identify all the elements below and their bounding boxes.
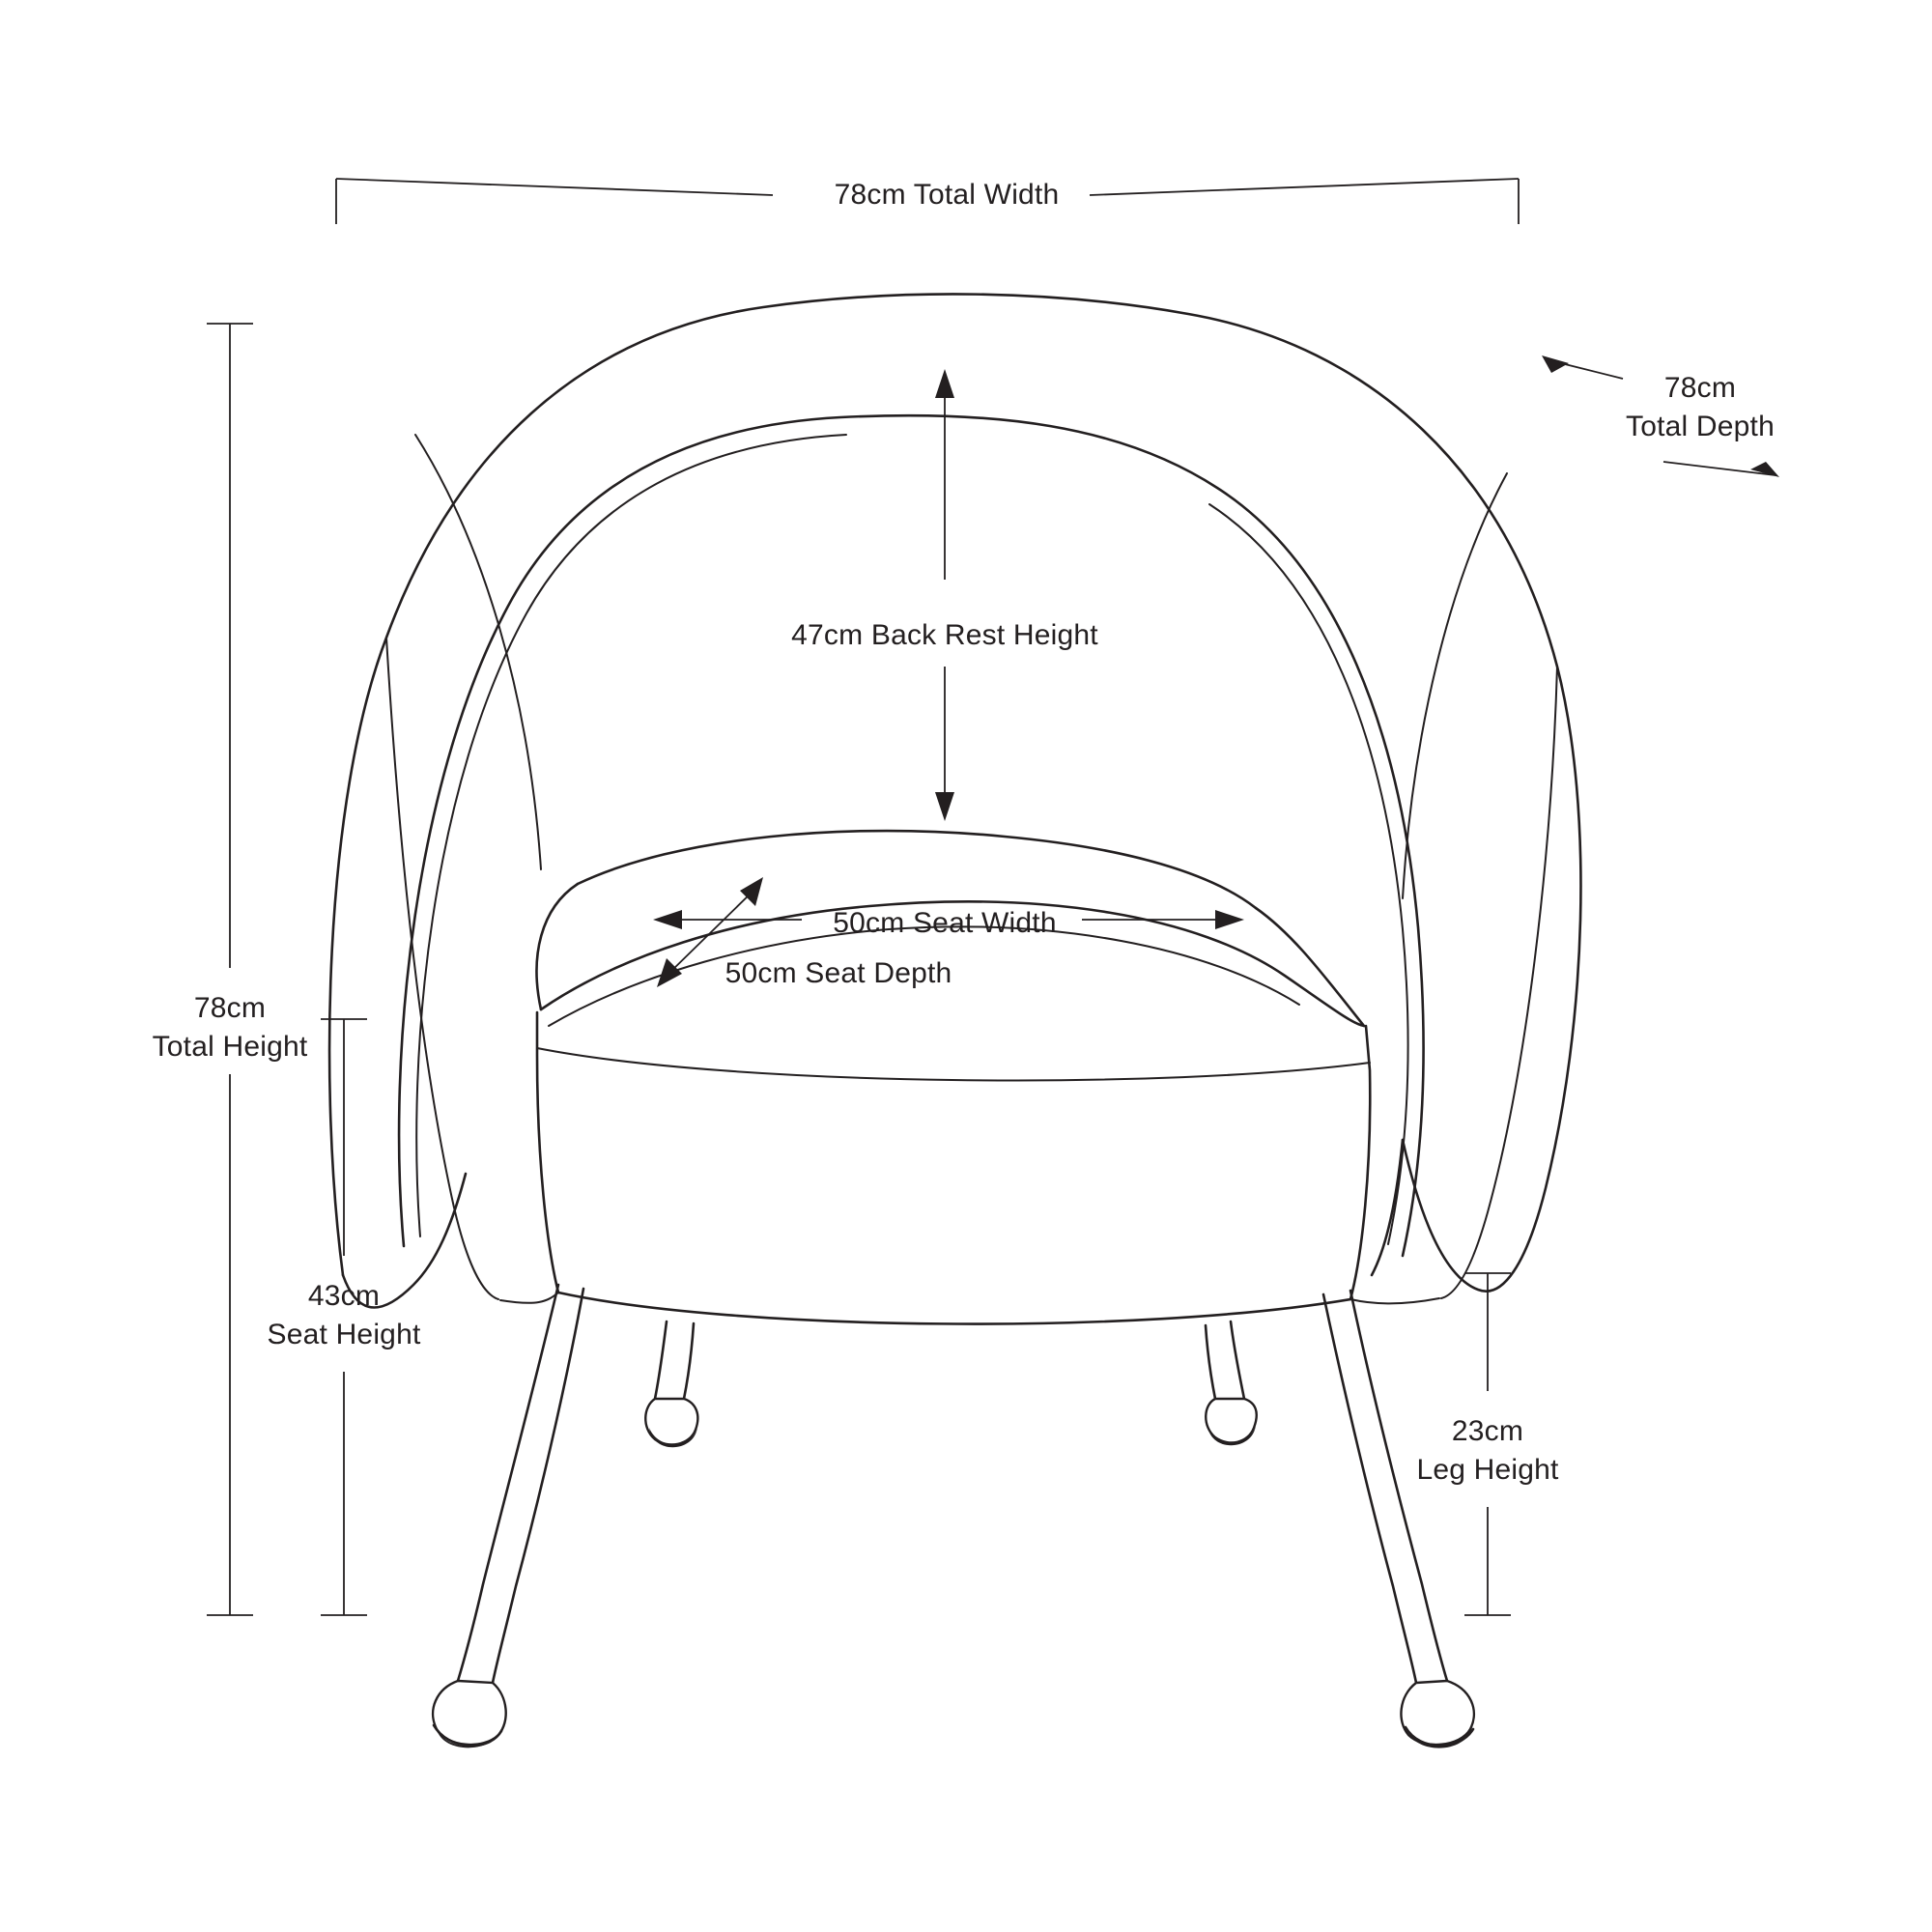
label-leg-height-value: 23cm (1451, 1415, 1524, 1447)
label-total-depth-value: 78cm (1663, 372, 1737, 404)
label-total-height-value: 78cm (193, 992, 267, 1024)
label-total-width: 78cm Total Width (834, 179, 1060, 211)
label-total-depth-name: Total Depth (1626, 411, 1775, 442)
label-seat-width: 50cm Seat Width (833, 907, 1057, 939)
label-seat-height-name: Seat Height (267, 1319, 421, 1350)
dim-back-rest-height (935, 369, 954, 821)
label-back-rest-height: 47cm Back Rest Height (791, 619, 1098, 651)
chair-body (329, 294, 1580, 1323)
dim-total-height (207, 324, 253, 1615)
chair-legs (433, 1285, 1474, 1748)
label-leg-height-name: Leg Height (1416, 1454, 1559, 1486)
label-seat-height-value: 43cm (307, 1280, 381, 1312)
label-seat-depth: 50cm Seat Depth (724, 957, 952, 989)
label-total-height-name: Total Height (152, 1031, 308, 1063)
